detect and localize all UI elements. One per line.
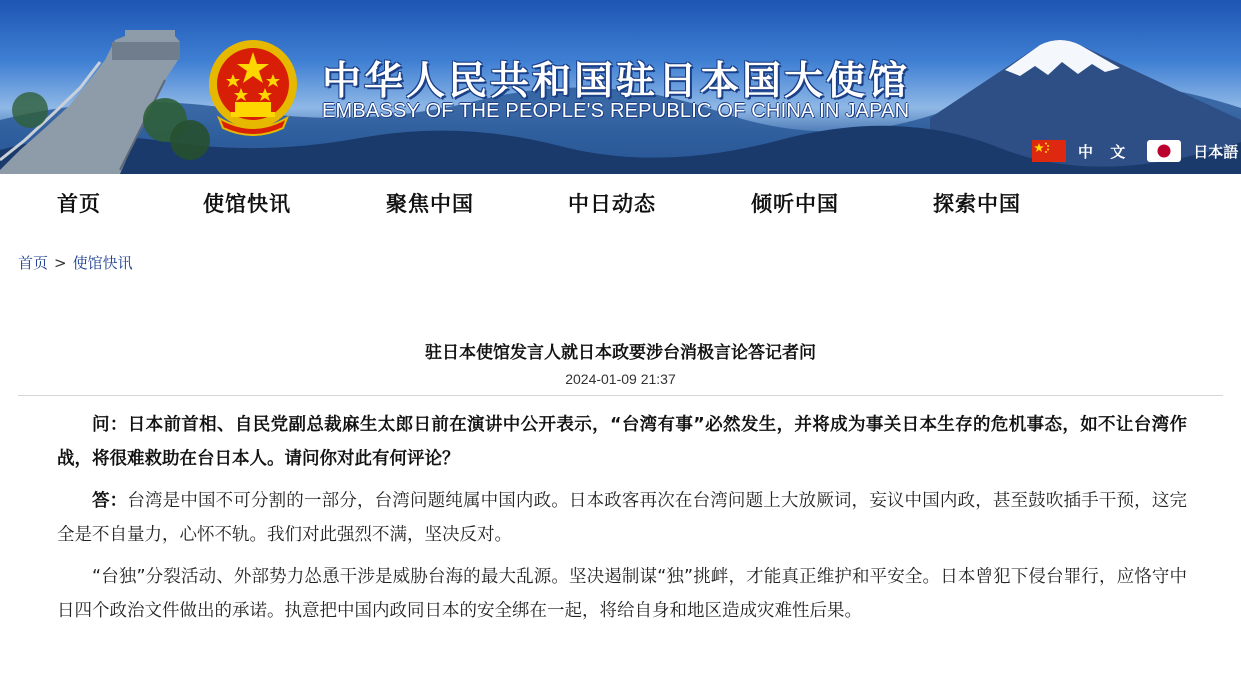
language-japanese-link[interactable] — [1147, 140, 1238, 162]
breadcrumb-home-link[interactable]: 首页 — [18, 254, 49, 272]
language-japanese-label: 日本語 — [1193, 142, 1239, 161]
japan-flag-icon — [1147, 140, 1181, 162]
national-emblem-icon — [205, 38, 301, 136]
nav-item-embassy-news[interactable]: 使馆快讯 — [203, 192, 291, 216]
breadcrumb — [18, 252, 133, 273]
answer-label: 答： — [92, 491, 128, 511]
nav-item-china-japan[interactable]: 中日动态 — [568, 192, 656, 216]
language-switcher — [1032, 138, 1238, 164]
nav-item-focus-china[interactable]: 聚焦中国 — [386, 192, 474, 216]
article-title: 驻日本使馆发言人就日本政要涉台消极言论答记者问 — [425, 343, 816, 363]
language-chinese-label: 中 文 — [1078, 142, 1132, 161]
main-nav — [0, 174, 1241, 232]
answer-text: 台湾是中国不可分割的一部分，台湾问题纯属中国内政。日本政客再次在台湾问题上大放厥词，妄议中国内政，甚至鼓吹插手干预，这完全是不自量力，心怀不轨。我们对此强烈不满，坚决反对。 — [57, 491, 1187, 545]
site-title-chinese: 中华人民共和国驻日本国大使馆 — [322, 59, 911, 104]
china-flag-icon — [1032, 140, 1066, 162]
article-answer — [57, 484, 1187, 552]
site-title-english: EMBASSY OF THE PEOPLE'S REPUBLIC OF CHINA IN JAPAN — [322, 100, 910, 122]
site-banner — [0, 0, 1241, 174]
language-chinese-link[interactable] — [1032, 140, 1147, 162]
title-divider — [18, 395, 1223, 396]
article-paragraph: “台独”分裂活动、外部势力怂恿干涉是威胁台海的最大乱源。坚决遏制谋“独”挑衅，才能真正维护和平安全。日本曾犯下侵台罪行，应恪守中日四个政治文件做出的承诺。执意把中国内政同日本的安全绑在一起，将给自身和地区造成灾难性后果。 — [57, 567, 1187, 621]
article-date: 2024-01-09 21:37 — [565, 371, 676, 387]
article-body — [57, 408, 1187, 636]
nav-item-listen-china[interactable]: 倾听中国 — [751, 192, 839, 216]
article-question: 问：日本前首相、自民党副总裁麻生太郎日前在演讲中公开表示，“台湾有事”必然发生，并将成为事关日本生存的危机事态，如不让台湾作战，将很难救助在台日本人。请问你对此有何评论？ — [57, 415, 1187, 469]
nav-item-home[interactable]: 首页 — [57, 192, 101, 216]
breadcrumb-separator: > — [54, 254, 67, 272]
nav-item-explore-china[interactable]: 探索中国 — [933, 192, 1021, 216]
breadcrumb-current-link[interactable]: 使馆快讯 — [72, 254, 133, 272]
